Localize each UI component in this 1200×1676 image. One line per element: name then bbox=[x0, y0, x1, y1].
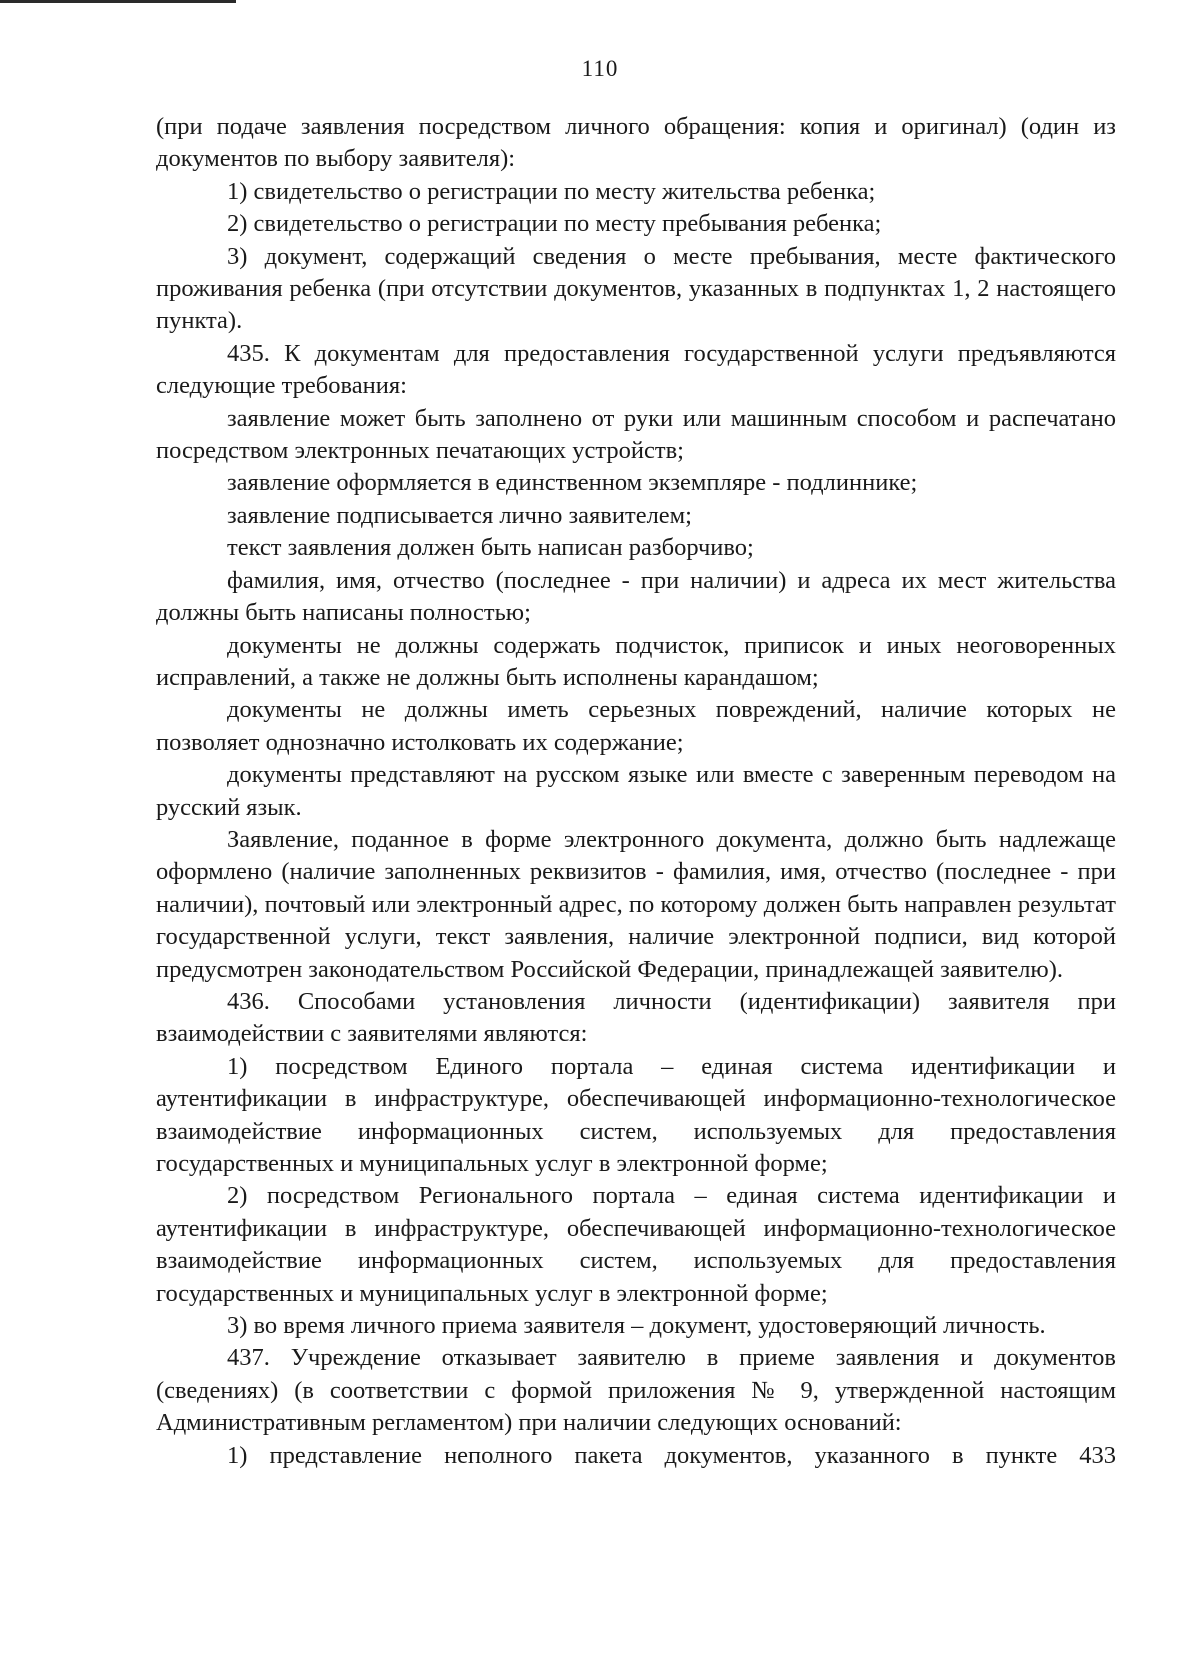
paragraph: документы представляют на русском языке или вместе с заверенным переводом на русский язык. bbox=[156, 761, 1116, 821]
paragraph: (при подаче заявления посредством личного обращения: копия и оригинал) (один из документов по выбору заявителя): bbox=[156, 113, 1116, 173]
paragraph: 3) во время личного приема заявителя – документ, удостоверяющий личность. bbox=[227, 1312, 1046, 1340]
paragraph: 2) посредством Регионального портала – единая система идентификации и аутентификации в инфраструктуре, обеспечивающей информационно-технологическое взаимодействие информационных систем, используемых для предоставления государственных и муниципальных услуг в электронной форме; bbox=[156, 1182, 1116, 1307]
top-rule bbox=[0, 0, 236, 3]
paragraph: Заявление, поданное в форме электронного документа, должно быть надлежаще оформлено (наличие заполненных реквизитов - фамилия, имя, отчество (последнее - при наличии), почтовый или электронный адрес, по которому должен быть направлен результат государственной услуги, текст заявления, наличие электронной подписи, вид которой предусмотрен законодательством Российской Федерации, принадлежащей заявителю). bbox=[156, 825, 1116, 983]
paragraph: 437. Учреждение отказывает заявителю в приеме заявления и документов (сведениях) (в соответствии с формой приложения № 9, утвержденной настоящим Административным регламентом) при наличии следующих оснований: bbox=[156, 1344, 1116, 1437]
paragraph: документы не должны иметь серьезных повреждений, наличие которых не позволяет однозначно истолковать их содержание; bbox=[156, 696, 1116, 756]
paragraph: фамилия, имя, отчество (последнее - при наличии) и адреса их мест жительства должны быть написаны полностью; bbox=[156, 566, 1116, 627]
paragraph: 435. К документам для предоставления государственной услуги предъявляются следующие требования: bbox=[156, 339, 1116, 400]
paragraph: 1) представление неполного пакета документов, указанного в пункте 433 bbox=[227, 1441, 1116, 1469]
paragraph: документы не должны содержать подчисток, приписок и иных неоговоренных исправлений, а также не должны быть исполнены карандашом; bbox=[156, 631, 1116, 691]
paragraph: заявление подписывается лично заявителем; bbox=[227, 501, 692, 529]
paragraph: 1) свидетельство о регистрации по месту жительства ребенка; bbox=[227, 177, 876, 205]
paragraph: 1) посредством Единого портала – единая система идентификации и аутентификации в инфраструктуре, обеспечивающей информационно-технологическое взаимодействие информационных систем, используемых для предоставления государственных и муниципальных услуг в электронной форме; bbox=[156, 1052, 1116, 1177]
paragraph: текст заявления должен быть написан разборчиво; bbox=[227, 534, 754, 562]
page-number: 110 bbox=[581, 56, 619, 81]
document-body bbox=[156, 111, 1116, 1472]
paragraph: 436. Способами установления личности (идентификации) заявителя при взаимодействии с заявителями являются: bbox=[156, 987, 1116, 1048]
paragraph: заявление может быть заполнено от руки или машинным способом и распечатано посредством электронных печатающих устройств; bbox=[156, 404, 1116, 465]
paragraph: 3) документ, содержащий сведения о месте пребывания, месте фактического проживания ребенка (при отсутствии документов, указанных в подпунктах 1, 2 настоящего пункта). bbox=[156, 242, 1116, 335]
paragraph: заявление оформляется в единственном экземпляре - подлиннике; bbox=[227, 469, 918, 497]
paragraph: 2) свидетельство о регистрации по месту пребывания ребенка; bbox=[227, 210, 882, 238]
